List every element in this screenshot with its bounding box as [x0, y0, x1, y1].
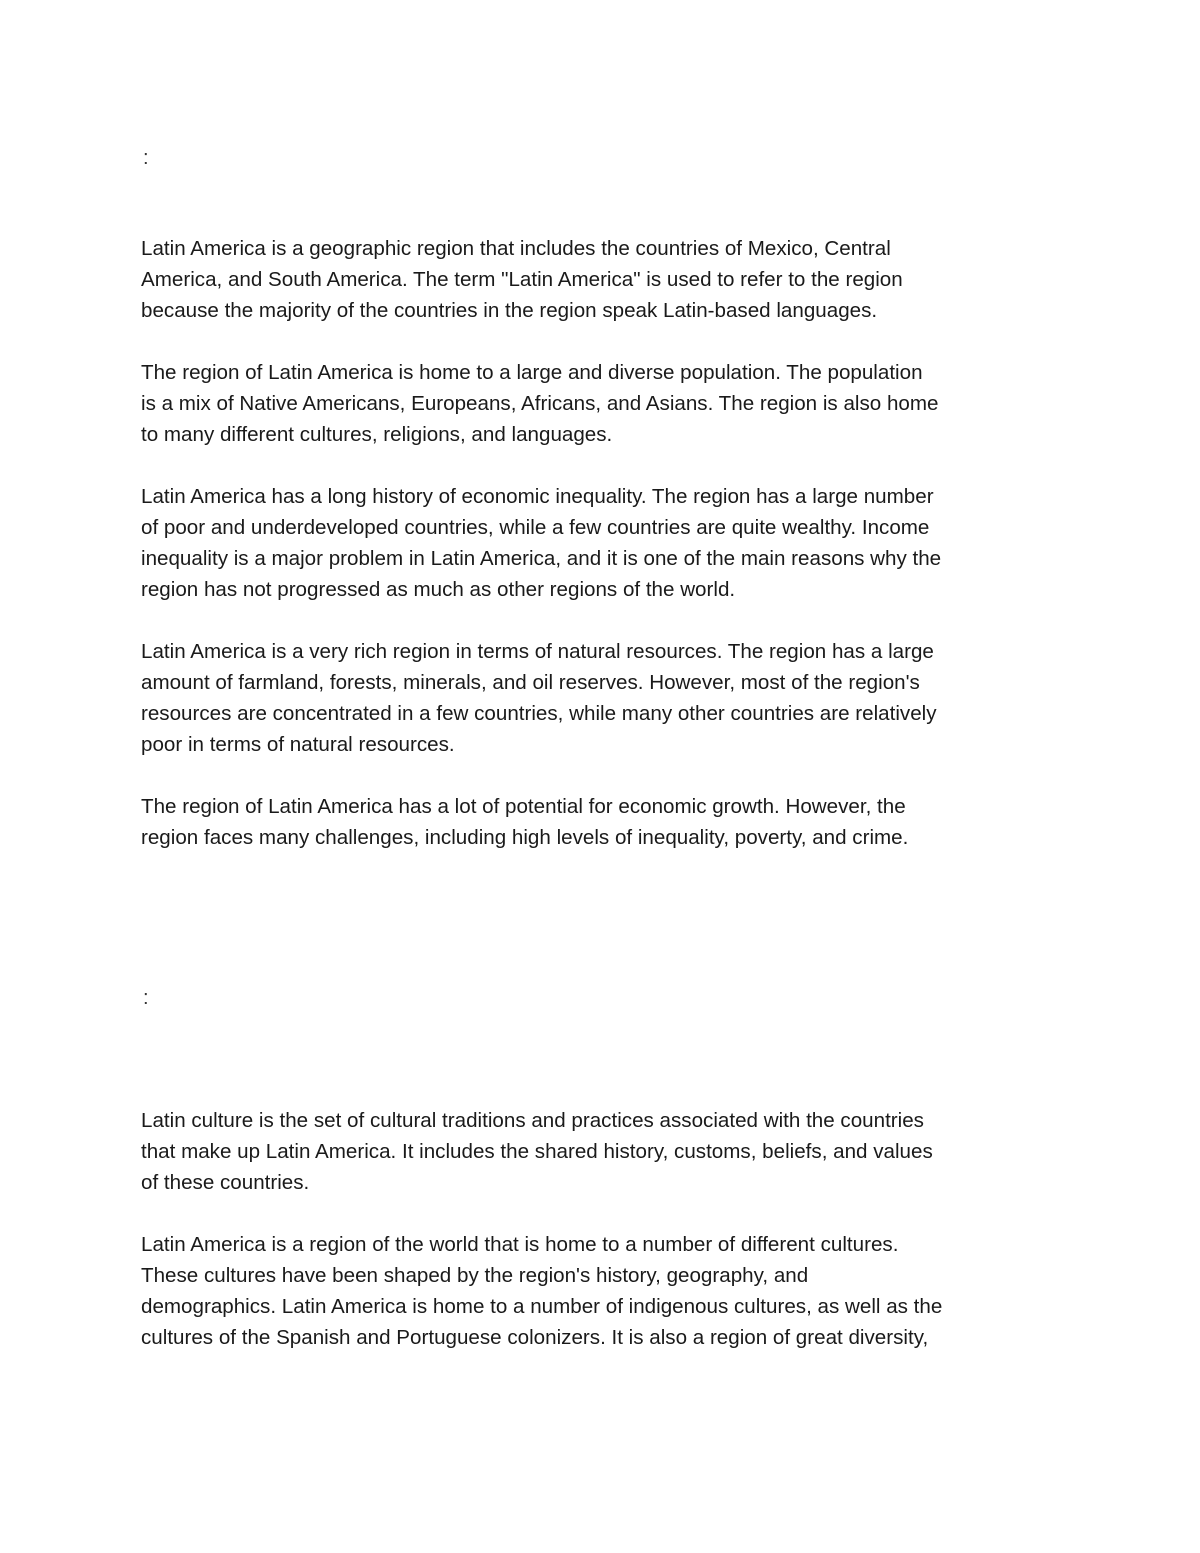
text-line: region has not progressed as much as other regions of the world. — [141, 578, 736, 601]
text-line: that make up Latin America. It includes the shared history, customs, beliefs, and values — [141, 1140, 933, 1163]
text-line: Latin culture is the set of cultural traditions and practices associated with the countries — [141, 1109, 924, 1132]
text-line: of poor and underdeveloped countries, while a few countries are quite wealthy. Income — [141, 516, 930, 539]
text-line: because the majority of the countries in the region speak Latin-based languages. — [141, 299, 878, 322]
paragraph — [141, 1229, 1066, 1353]
text-line: Latin America is a very rich region in terms of natural resources. The region has a large — [141, 640, 934, 663]
text-line: poor in terms of natural resources. — [141, 733, 455, 756]
text-line: region faces many challenges, including high levels of inequality, poverty, and crime. — [141, 826, 909, 849]
text-line: inequality is a major problem in Latin America, and it is one of the main reasons why the — [141, 547, 942, 570]
paragraph — [141, 481, 1066, 605]
paragraph — [141, 791, 1066, 853]
section-marker-2: : — [143, 987, 149, 1009]
text-line: America, and South America. The term "Latin America" is used to refer to the region — [141, 268, 903, 291]
paragraph — [141, 233, 1066, 326]
text-line: Latin America has a long history of economic inequality. The region has a large number — [141, 485, 934, 508]
section-latin-america — [141, 233, 1066, 884]
text-line: of these countries. — [141, 1171, 310, 1194]
text-line: The region of Latin America has a lot of potential for economic growth. However, the — [141, 795, 906, 818]
text-line: demographics. Latin America is home to a number of indigenous cultures, as well as the — [141, 1295, 943, 1318]
text-line: Latin America is a geographic region that includes the countries of Mexico, Central — [141, 237, 891, 260]
text-line: amount of farmland, forests, minerals, and oil reserves. However, most of the region's — [141, 671, 920, 694]
section-latin-culture — [141, 1105, 1066, 1384]
text-line: cultures of the Spanish and Portuguese colonizers. It is also a region of great diversity, — [141, 1326, 929, 1349]
paragraph — [141, 636, 1066, 760]
paragraph — [141, 1105, 1066, 1198]
section-marker-1: : — [143, 147, 149, 169]
paragraph — [141, 357, 1066, 450]
text-line: to many different cultures, religions, and languages. — [141, 423, 613, 446]
text-line: These cultures have been shaped by the region's history, geography, and — [141, 1264, 809, 1287]
text-line: Latin America is a region of the world that is home to a number of different cultures. — [141, 1233, 899, 1256]
text-line: is a mix of Native Americans, Europeans, Africans, and Asians. The region is also home — [141, 392, 939, 415]
text-line: The region of Latin America is home to a large and diverse population. The population — [141, 361, 923, 384]
text-line: resources are concentrated in a few countries, while many other countries are relatively — [141, 702, 937, 725]
